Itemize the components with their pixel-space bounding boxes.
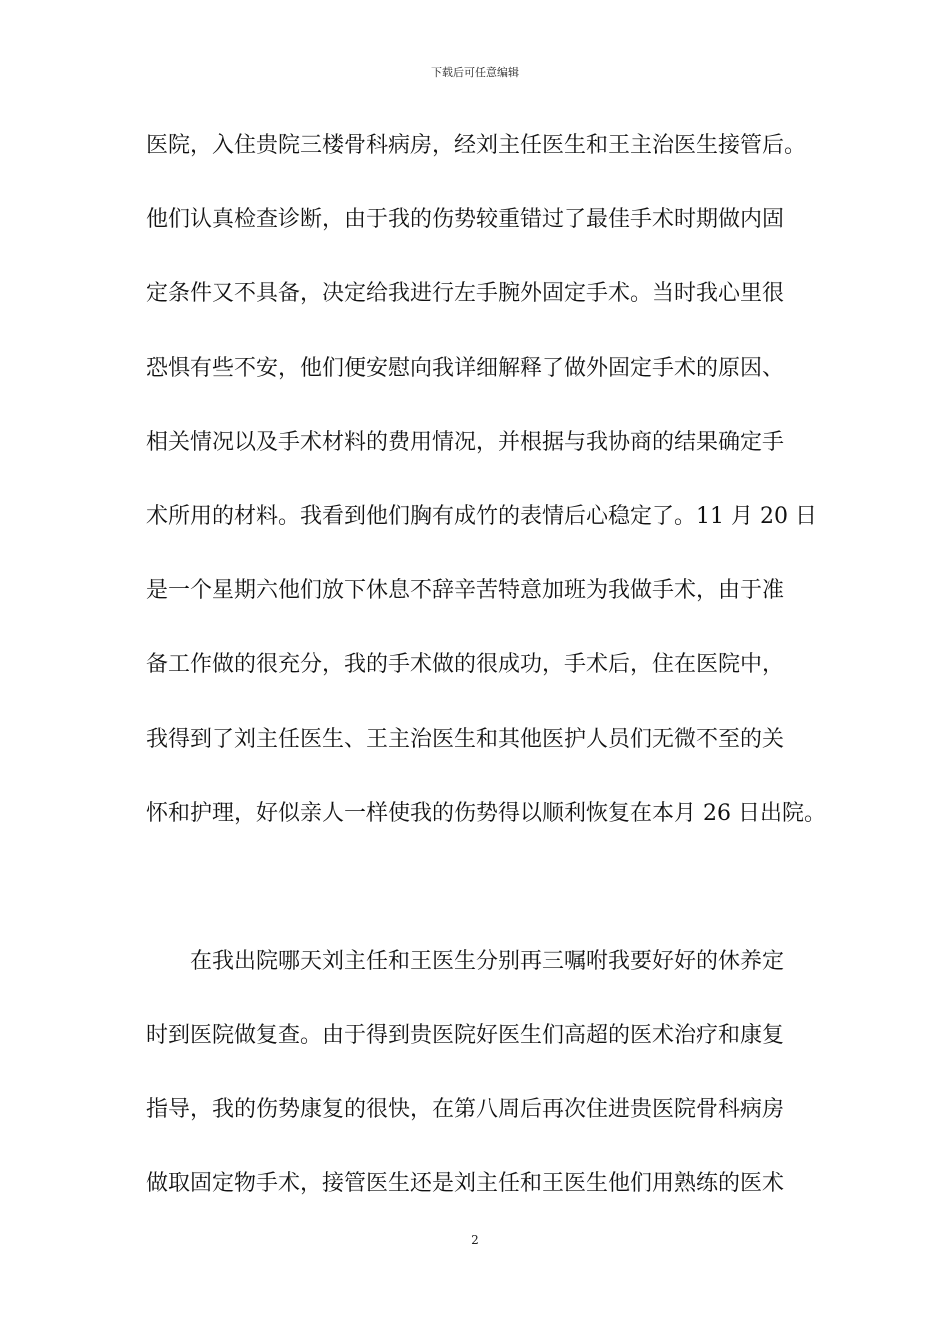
text-line: 他们认真检查诊断，由于我的伤势较重错过了最佳手术时期做内固 bbox=[146, 207, 785, 233]
text-line-indented: 在我出院哪天刘主任和王医生分别再三嘱咐我要好好的休养定 bbox=[190, 948, 785, 974]
text-line: 定条件又不具备，决定给我进行左手腕外固定手术。当时我心里很 bbox=[146, 281, 785, 307]
text-line: 恐惧有些不安，他们便安慰向我详细解释了做外固定手术的原因、 bbox=[146, 355, 785, 381]
text-line: 指导，我的伤势康复的很快，在第八周后再次住进贵医院骨科病房 bbox=[146, 1097, 785, 1123]
text-line: 怀和护理，好似亲人一样使我的伤势得以顺利恢复在本月 26 日出院。 bbox=[146, 800, 826, 826]
paragraph-gap bbox=[146, 872, 826, 946]
text-line: 术所用的材料。我看到他们胸有成竹的表情后心稳定了。11 月 20 日 bbox=[146, 503, 817, 529]
page-number: 2 bbox=[471, 1233, 479, 1247]
page-header: 下载后可任意编辑 bbox=[431, 66, 519, 79]
text-line: 医院，入住贵院三楼骨科病房，经刘主任医生和王主治医生接管后。 bbox=[146, 133, 807, 158]
body-text bbox=[146, 130, 826, 1243]
text-line: 备工作做的很充分，我的手术做的很成功，手术后，住在医院中， bbox=[146, 652, 785, 678]
text-line: 相关情况以及手术材料的费用情况，并根据与我协商的结果确定手 bbox=[146, 429, 785, 455]
text-line: 做取固定物手术，接管医生还是刘主任和王医生他们用熟练的医术 bbox=[146, 1171, 785, 1197]
text-line: 我得到了刘主任医生、王主治医生和其他医护人员们无微不至的关 bbox=[146, 726, 785, 752]
text-line: 时到医院做复查。由于得到贵医院好医生们高超的医术治疗和康复 bbox=[146, 1023, 785, 1049]
text-line: 是一个星期六他们放下休息不辞辛苦特意加班为我做手术，由于准 bbox=[146, 578, 785, 604]
